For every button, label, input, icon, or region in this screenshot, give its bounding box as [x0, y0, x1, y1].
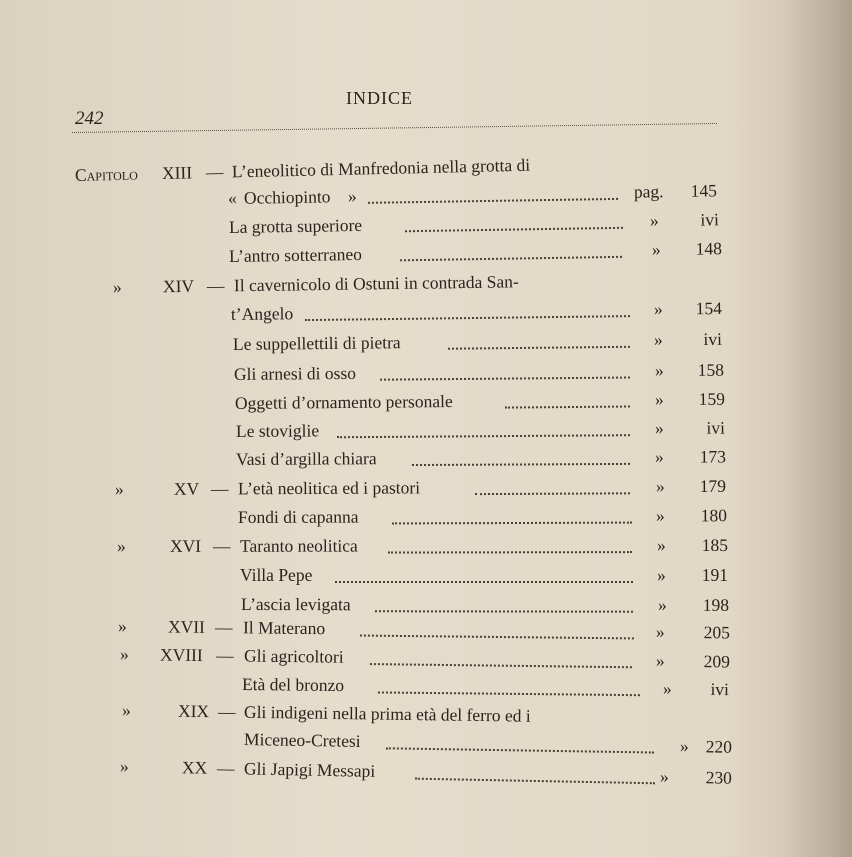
leader-dots	[475, 478, 630, 495]
page-number: 242	[75, 108, 104, 129]
ditto-mark: »	[117, 616, 127, 637]
dash: —	[206, 275, 225, 296]
entry-title: L’eneolitico di Manfredonia nella grotta di	[231, 154, 531, 182]
page-ref: 205	[703, 622, 731, 643]
leader-dots	[335, 567, 633, 583]
entry-title: Gli agricoltori	[243, 645, 344, 667]
leader-dots	[368, 184, 618, 204]
page-ref-prefix: »	[655, 505, 665, 526]
leader-dots	[415, 764, 655, 785]
toc-entry	[0, 535, 852, 560]
ditto-mark: »	[114, 478, 124, 499]
dash: —	[216, 757, 235, 779]
page-ref: ivi	[710, 678, 730, 700]
page-ref-prefix: »	[655, 476, 665, 497]
toc-entry	[0, 327, 852, 360]
entry-title: L’età neolitica ed i pastori	[237, 477, 421, 499]
ditto-mark: »	[119, 756, 129, 777]
page-ref-prefix: »	[656, 535, 666, 556]
page-ref-prefix: »	[657, 565, 666, 585]
page-ref: 230	[705, 767, 733, 788]
page-ref-prefix: »	[654, 360, 664, 381]
leader-dots	[392, 508, 632, 525]
toc-entry	[0, 475, 852, 503]
entry-title: Gli indigeni nella prima età del ferro ed i	[243, 701, 531, 726]
quote-close: »	[347, 186, 357, 207]
toc-entry	[0, 359, 852, 390]
leader-dots	[405, 213, 623, 232]
entry-title: Il cavernicolo di Ostuni in contrada San-	[233, 271, 519, 296]
toc-entry	[0, 615, 852, 648]
chapter-number: XV	[173, 478, 200, 499]
entry-title: La grotta superiore	[228, 214, 363, 238]
toc-entry	[0, 388, 852, 419]
page-ref: 191	[701, 565, 728, 585]
leader-dots	[400, 242, 622, 261]
page-ref-prefix: »	[654, 417, 664, 439]
page-ref-prefix: »	[653, 298, 663, 319]
leader-dots	[305, 301, 630, 321]
page-ref-prefix: »	[649, 210, 659, 231]
page-ref-prefix: »	[654, 389, 664, 410]
toc-entry	[0, 643, 852, 677]
leader-dots	[360, 621, 634, 640]
page-ref-prefix: »	[651, 239, 661, 260]
ditto-mark: »	[121, 700, 131, 721]
chapter-number: XVII	[167, 616, 206, 637]
page-ref-prefix: pag.	[633, 181, 664, 202]
chapter-number: XIV	[162, 275, 195, 297]
toc-entry	[0, 296, 852, 330]
page-ref: ivi	[703, 328, 723, 350]
entry-title: Il Materano	[242, 617, 326, 639]
leader-dots	[448, 332, 630, 350]
dash: —	[214, 617, 233, 638]
leader-dots	[378, 677, 640, 696]
leader-dots	[505, 392, 630, 409]
entry-title: Occhiopinto	[243, 186, 331, 208]
page-ref: 185	[701, 534, 729, 555]
page-ref: 159	[698, 388, 726, 409]
dash: —	[210, 478, 229, 499]
page-ref: 173	[699, 446, 727, 467]
page-ref: 145	[690, 180, 718, 201]
page-ref-prefix: »	[659, 766, 669, 787]
chapter-number: XIX	[177, 700, 210, 722]
entry-title: Gli Japigi Messapi	[243, 758, 376, 781]
page-ref: 154	[695, 297, 723, 319]
page-ref: 179	[699, 475, 727, 496]
entry-title: Gli arnesi di osso	[233, 362, 357, 384]
entry-title: Oggetti d’ornamento personale	[234, 391, 453, 413]
quote-open: «	[227, 187, 237, 209]
page-title: INDICE	[346, 88, 413, 108]
entry-title: t’Angelo	[230, 303, 294, 324]
entry-title: Fondi di capanna	[237, 506, 359, 527]
entry-title: Vasi d’argilla chiara	[235, 448, 377, 469]
page-ref: 158	[697, 359, 725, 380]
page-ref-prefix: »	[679, 735, 689, 757]
chapter-number: XVI	[169, 535, 202, 556]
entry-title: Taranto neolitica	[239, 535, 358, 556]
leader-dots	[388, 537, 632, 553]
page-ref: 220	[705, 736, 733, 757]
page-ref: ivi	[706, 417, 726, 438]
leader-dots	[370, 649, 632, 668]
chapter-number: XX	[181, 757, 208, 778]
toc-entry	[0, 565, 852, 589]
leader-dots	[337, 420, 630, 438]
ditto-mark: »	[119, 644, 129, 665]
leader-dots	[380, 363, 630, 381]
entry-title: Le stoviglie	[235, 420, 320, 441]
page-ref: 180	[700, 505, 728, 526]
ditto-mark: »	[112, 276, 122, 297]
page-ref-prefix: »	[655, 650, 665, 671]
leader-dots	[375, 596, 633, 612]
ditto-mark: »	[116, 535, 126, 556]
page-ref: 198	[702, 594, 730, 615]
toc-entry	[0, 505, 852, 532]
leader-dots	[386, 733, 654, 753]
leader-dots	[412, 449, 630, 466]
page-ref-prefix: »	[653, 329, 663, 350]
page-ref: 209	[703, 651, 731, 672]
entry-title: Le suppellettili di pietra	[232, 332, 401, 354]
page-ref-prefix: »	[655, 621, 665, 642]
entry-title: L’ascia levigata	[240, 594, 351, 615]
dash: —	[205, 161, 224, 183]
page-ref-prefix: »	[662, 678, 672, 699]
page-ref-prefix: »	[657, 594, 667, 615]
dash: —	[217, 701, 236, 722]
entry-title: Età del bronzo	[241, 674, 345, 696]
chapter-number: XIII	[161, 162, 193, 184]
entry-title: L’antro sotterraneo	[228, 243, 363, 267]
toc-entry	[0, 446, 852, 474]
entry-title: Villa Pepe	[240, 565, 313, 585]
entry-title: Miceneo-Cretesi	[243, 729, 361, 751]
chapter-prefix: Capitolo	[74, 163, 138, 185]
chapter-number: XVIII	[159, 644, 203, 666]
page-ref: 148	[695, 238, 723, 259]
dash: —	[215, 645, 234, 666]
dash: —	[212, 535, 231, 556]
page-ref: ivi	[700, 209, 720, 230]
toc-entry	[0, 417, 852, 447]
page-ref-prefix: »	[654, 446, 664, 467]
